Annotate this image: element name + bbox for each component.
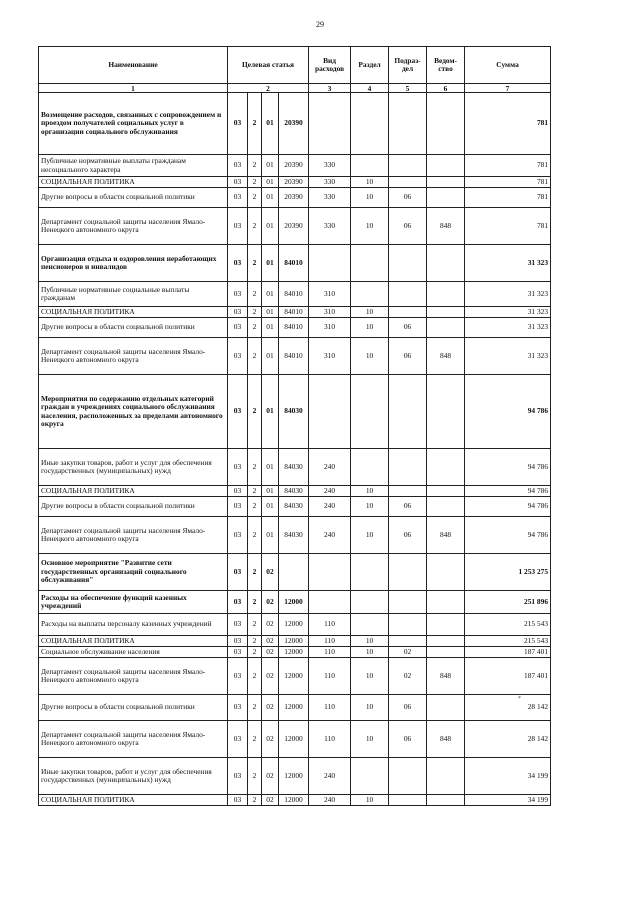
- cell-target-activity: 02: [262, 636, 279, 647]
- cell-row-name: Расходы на выплаты персоналу казенных учреждений: [39, 614, 228, 636]
- cell-subsection: [389, 307, 427, 318]
- cell-subsection: [389, 554, 427, 591]
- cell-target-subprogram: 2: [248, 155, 262, 177]
- cell-expense-type: [309, 554, 351, 591]
- cell-section: 10: [351, 486, 389, 497]
- cell-row-name: СОЦИАЛЬНАЯ ПОЛИТИКА: [39, 177, 228, 188]
- cell-department: [427, 245, 465, 282]
- cell-expense-type: 310: [309, 318, 351, 338]
- cell-subsection: 06: [389, 497, 427, 517]
- cell-target-program: 03: [228, 497, 248, 517]
- cell-target-activity: 01: [262, 155, 279, 177]
- cell-target-direction: 84030: [279, 497, 309, 517]
- table-row: [39, 795, 551, 806]
- cell-row-name: Публичные нормативные социальные выплаты гражданам: [39, 282, 228, 307]
- cell-expense-type: 330: [309, 177, 351, 188]
- cell-sum: 34 199: [465, 758, 551, 795]
- cell-section: [351, 155, 389, 177]
- header-name: Наименование: [39, 47, 228, 84]
- cell-target-direction: [279, 554, 309, 591]
- cell-target-activity: 01: [262, 497, 279, 517]
- table-row: [39, 282, 551, 307]
- cell-department: [427, 554, 465, 591]
- cell-target-program: 03: [228, 93, 248, 155]
- cell-target-program: 03: [228, 188, 248, 208]
- cell-target-subprogram: 2: [248, 188, 262, 208]
- cell-sum: 187 401: [465, 658, 551, 695]
- cell-target-activity: 02: [262, 591, 279, 614]
- cell-section: 10: [351, 318, 389, 338]
- cell-target-subprogram: 2: [248, 517, 262, 554]
- cell-section: [351, 554, 389, 591]
- table-row: [39, 375, 551, 449]
- table-row: [39, 188, 551, 208]
- table-row: [39, 647, 551, 658]
- cell-subsection: 06: [389, 338, 427, 375]
- cell-target-direction: 84010: [279, 338, 309, 375]
- column-number: 1: [39, 84, 228, 93]
- cell-expense-type: 330: [309, 155, 351, 177]
- cell-section: 10: [351, 307, 389, 318]
- cell-subsection: [389, 375, 427, 449]
- cell-row-name: СОЦИАЛЬНАЯ ПОЛИТИКА: [39, 486, 228, 497]
- cell-target-subprogram: 2: [248, 486, 262, 497]
- cell-target-subprogram: 2: [248, 636, 262, 647]
- table-row: [39, 658, 551, 695]
- cell-expense-type: [309, 245, 351, 282]
- cell-subsection: [389, 614, 427, 636]
- cell-target-program: 03: [228, 449, 248, 486]
- cell-target-subprogram: 2: [248, 375, 262, 449]
- cell-sum: 31 323: [465, 318, 551, 338]
- cell-sum: 31 323: [465, 282, 551, 307]
- cell-department: [427, 318, 465, 338]
- cell-target-program: 03: [228, 155, 248, 177]
- cell-target-program: 03: [228, 721, 248, 758]
- header-subsection: Подраз-дел: [389, 47, 427, 84]
- cell-row-name: Департамент социальной защиты населения Ямало-Ненецкого автономного округа: [39, 721, 228, 758]
- cell-section: 10: [351, 647, 389, 658]
- cell-target-subprogram: 2: [248, 658, 262, 695]
- table-row: [39, 758, 551, 795]
- cell-sum: 781: [465, 177, 551, 188]
- cell-department: [427, 636, 465, 647]
- cell-subsection: [389, 795, 427, 806]
- cell-target-direction: 12000: [279, 795, 309, 806]
- table-body: [39, 93, 551, 806]
- cell-target-subprogram: 2: [248, 758, 262, 795]
- cell-row-name: Иные закупки товаров, работ и услуг для обеспечения государственных (муниципальных) нужд: [39, 449, 228, 486]
- cell-target-program: 03: [228, 554, 248, 591]
- cell-department: [427, 497, 465, 517]
- cell-expense-type: 110: [309, 647, 351, 658]
- cell-target-direction: 12000: [279, 658, 309, 695]
- cell-target-direction: 84010: [279, 307, 309, 318]
- cell-subsection: 06: [389, 695, 427, 721]
- cell-expense-type: 110: [309, 658, 351, 695]
- cell-sum: 31 323: [465, 307, 551, 318]
- table-row: [39, 554, 551, 591]
- header-sum: Сумма: [465, 47, 551, 84]
- cell-row-name: Другие вопросы в области социальной политики: [39, 318, 228, 338]
- cell-target-program: 03: [228, 318, 248, 338]
- cell-target-program: 03: [228, 282, 248, 307]
- cell-sum: 1 253 275: [465, 554, 551, 591]
- cell-department: [427, 591, 465, 614]
- cell-target-subprogram: 2: [248, 591, 262, 614]
- cell-row-name: Департамент социальной защиты населения Ямало-Ненецкого автономного округа: [39, 658, 228, 695]
- cell-subsection: [389, 449, 427, 486]
- column-number: 4: [351, 84, 389, 93]
- cell-section: 10: [351, 695, 389, 721]
- cell-sum: 781: [465, 93, 551, 155]
- cell-target-direction: 20390: [279, 208, 309, 245]
- cell-section: [351, 282, 389, 307]
- cell-target-subprogram: 2: [248, 338, 262, 375]
- cell-target-direction: 20390: [279, 177, 309, 188]
- cell-target-subprogram: 2: [248, 721, 262, 758]
- cell-section: 10: [351, 517, 389, 554]
- table-row: [39, 721, 551, 758]
- cell-section: [351, 758, 389, 795]
- column-number: 7: [465, 84, 551, 93]
- cell-target-direction: 20390: [279, 93, 309, 155]
- cell-target-subprogram: 2: [248, 795, 262, 806]
- cell-row-name: СОЦИАЛЬНАЯ ПОЛИТИКА: [39, 636, 228, 647]
- cell-target-subprogram: 2: [248, 282, 262, 307]
- cell-expense-type: 110: [309, 721, 351, 758]
- cell-row-name: Организация отдыха и оздоровления неработающих пенсионеров и инвалидов: [39, 245, 228, 282]
- cell-target-subprogram: 2: [248, 554, 262, 591]
- cell-department: [427, 449, 465, 486]
- cell-department: [427, 695, 465, 721]
- cell-expense-type: 330: [309, 188, 351, 208]
- cell-subsection: [389, 758, 427, 795]
- cell-row-name: Мероприятия по содержанию отдельных категорий граждан в учреждениях социального обслуживания населения, расположенных за пределами автономного округа: [39, 375, 228, 449]
- cell-sum: 215 543: [465, 614, 551, 636]
- cell-expense-type: 310: [309, 282, 351, 307]
- cell-target-activity: 02: [262, 554, 279, 591]
- table-row: [39, 318, 551, 338]
- cell-target-program: 03: [228, 795, 248, 806]
- cell-section: 10: [351, 188, 389, 208]
- column-number: 6: [427, 84, 465, 93]
- cell-target-subprogram: 2: [248, 177, 262, 188]
- column-number: 5: [389, 84, 427, 93]
- cell-target-program: 03: [228, 647, 248, 658]
- cell-subsection: [389, 486, 427, 497]
- header-section: Раздел: [351, 47, 389, 84]
- cell-sum: 94 786: [465, 517, 551, 554]
- cell-department: [427, 486, 465, 497]
- cell-row-name: СОЦИАЛЬНАЯ ПОЛИТИКА: [39, 795, 228, 806]
- cell-section: 10: [351, 795, 389, 806]
- cell-target-subprogram: 2: [248, 245, 262, 282]
- cell-subsection: [389, 93, 427, 155]
- cell-target-direction: 12000: [279, 695, 309, 721]
- cell-target-program: 03: [228, 177, 248, 188]
- cell-section: [351, 375, 389, 449]
- cell-department: [427, 614, 465, 636]
- cell-target-direction: 84030: [279, 375, 309, 449]
- cell-sum: 187 401: [465, 647, 551, 658]
- cell-target-program: 03: [228, 695, 248, 721]
- cell-target-direction: 12000: [279, 721, 309, 758]
- table-row: [39, 177, 551, 188]
- cell-target-activity: 01: [262, 282, 279, 307]
- header-expense-type: Вид расходов: [309, 47, 351, 84]
- cell-sum: 215 543: [465, 636, 551, 647]
- cell-target-activity: 01: [262, 208, 279, 245]
- cell-subsection: [389, 245, 427, 282]
- table-row: [39, 449, 551, 486]
- cell-target-direction: 12000: [279, 647, 309, 658]
- scan-mark: *: [518, 696, 521, 702]
- cell-target-direction: 12000: [279, 614, 309, 636]
- table-row: [39, 307, 551, 318]
- cell-row-name: Возмещение расходов, связанных с сопровождением и проездом получателей социальных услуг в организации социального обслуживания: [39, 93, 228, 155]
- cell-department: [427, 93, 465, 155]
- cell-row-name: Другие вопросы в области социальной политики: [39, 497, 228, 517]
- cell-sum: 94 786: [465, 375, 551, 449]
- cell-target-program: 03: [228, 307, 248, 318]
- table-row: [39, 695, 551, 721]
- cell-target-activity: 01: [262, 307, 279, 318]
- cell-sum: 781: [465, 188, 551, 208]
- cell-row-name: Социальное обслуживание населения: [39, 647, 228, 658]
- cell-target-subprogram: 2: [248, 614, 262, 636]
- cell-row-name: Департамент социальной защиты населения Ямало-Ненецкого автономного округа: [39, 517, 228, 554]
- header-department: Ведом-ство: [427, 47, 465, 84]
- column-number-row: [39, 84, 551, 93]
- cell-target-activity: 01: [262, 93, 279, 155]
- cell-sum: 28 142: [465, 695, 551, 721]
- cell-department: [427, 375, 465, 449]
- cell-target-activity: 01: [262, 245, 279, 282]
- cell-sum: 34 199: [465, 795, 551, 806]
- cell-department: [427, 155, 465, 177]
- cell-row-name: Публичные нормативные выплаты гражданам несоциального характера: [39, 155, 228, 177]
- cell-target-direction: 84010: [279, 318, 309, 338]
- cell-subsection: 06: [389, 517, 427, 554]
- cell-subsection: [389, 177, 427, 188]
- cell-row-name: Другие вопросы в области социальной политики: [39, 188, 228, 208]
- cell-target-activity: 01: [262, 188, 279, 208]
- cell-section: 10: [351, 208, 389, 245]
- cell-target-activity: 02: [262, 695, 279, 721]
- table-row: [39, 155, 551, 177]
- cell-target-program: 03: [228, 375, 248, 449]
- cell-target-program: 03: [228, 208, 248, 245]
- cell-department: 848: [427, 208, 465, 245]
- cell-sum: 28 142: [465, 721, 551, 758]
- cell-target-activity: 02: [262, 647, 279, 658]
- cell-target-subprogram: 2: [248, 208, 262, 245]
- cell-target-subprogram: 2: [248, 93, 262, 155]
- cell-target-direction: 84030: [279, 486, 309, 497]
- cell-target-program: 03: [228, 614, 248, 636]
- cell-section: 10: [351, 636, 389, 647]
- cell-target-activity: 02: [262, 758, 279, 795]
- cell-target-program: 03: [228, 245, 248, 282]
- cell-target-direction: 12000: [279, 591, 309, 614]
- cell-row-name: СОЦИАЛЬНАЯ ПОЛИТИКА: [39, 307, 228, 318]
- cell-expense-type: 310: [309, 338, 351, 375]
- cell-target-program: 03: [228, 338, 248, 375]
- cell-sum: 94 786: [465, 497, 551, 517]
- cell-expense-type: 240: [309, 497, 351, 517]
- table-row: [39, 93, 551, 155]
- cell-department: [427, 795, 465, 806]
- cell-subsection: [389, 591, 427, 614]
- cell-sum: 781: [465, 155, 551, 177]
- column-number: 2: [228, 84, 309, 93]
- cell-target-program: 03: [228, 658, 248, 695]
- column-number: 3: [309, 84, 351, 93]
- cell-target-subprogram: 2: [248, 318, 262, 338]
- cell-target-program: 03: [228, 486, 248, 497]
- cell-subsection: 02: [389, 658, 427, 695]
- cell-department: 848: [427, 658, 465, 695]
- cell-target-direction: 84030: [279, 449, 309, 486]
- cell-department: [427, 758, 465, 795]
- cell-section: 10: [351, 177, 389, 188]
- header-row: [39, 47, 551, 84]
- cell-target-direction: 20390: [279, 188, 309, 208]
- cell-target-direction: 20390: [279, 155, 309, 177]
- cell-row-name: Другие вопросы в области социальной политики: [39, 695, 228, 721]
- cell-target-direction: 12000: [279, 758, 309, 795]
- cell-sum: 31 323: [465, 338, 551, 375]
- cell-target-subprogram: 2: [248, 449, 262, 486]
- cell-subsection: 06: [389, 318, 427, 338]
- cell-target-direction: 84010: [279, 245, 309, 282]
- table-row: [39, 636, 551, 647]
- cell-target-activity: 01: [262, 486, 279, 497]
- cell-section: 10: [351, 338, 389, 375]
- table-row: [39, 517, 551, 554]
- cell-target-program: 03: [228, 636, 248, 647]
- cell-section: 10: [351, 721, 389, 758]
- cell-target-activity: 01: [262, 375, 279, 449]
- cell-section: 10: [351, 658, 389, 695]
- cell-sum: 94 786: [465, 449, 551, 486]
- cell-target-activity: 01: [262, 517, 279, 554]
- cell-target-activity: 02: [262, 658, 279, 695]
- cell-expense-type: 240: [309, 758, 351, 795]
- cell-expense-type: 110: [309, 636, 351, 647]
- cell-expense-type: 310: [309, 307, 351, 318]
- cell-department: 848: [427, 517, 465, 554]
- cell-sum: 94 786: [465, 486, 551, 497]
- cell-expense-type: [309, 375, 351, 449]
- cell-expense-type: 110: [309, 695, 351, 721]
- cell-sum: 251 896: [465, 591, 551, 614]
- cell-section: [351, 591, 389, 614]
- cell-target-activity: 02: [262, 614, 279, 636]
- cell-section: 10: [351, 497, 389, 517]
- cell-row-name: Основное мероприятие "Развитие сети государственных организаций социального обслуживания": [39, 554, 228, 591]
- cell-target-activity: 01: [262, 449, 279, 486]
- cell-target-activity: 02: [262, 721, 279, 758]
- cell-section: [351, 93, 389, 155]
- table-row: [39, 338, 551, 375]
- cell-expense-type: [309, 93, 351, 155]
- cell-department: 848: [427, 338, 465, 375]
- cell-row-name: Департамент социальной защиты населения Ямало-Ненецкого автономного округа: [39, 338, 228, 375]
- cell-expense-type: 240: [309, 486, 351, 497]
- cell-subsection: [389, 282, 427, 307]
- cell-section: [351, 614, 389, 636]
- cell-target-activity: 01: [262, 177, 279, 188]
- cell-subsection: 06: [389, 721, 427, 758]
- cell-department: 848: [427, 721, 465, 758]
- cell-expense-type: 110: [309, 614, 351, 636]
- cell-department: [427, 282, 465, 307]
- table-row: [39, 614, 551, 636]
- cell-target-activity: 01: [262, 318, 279, 338]
- cell-target-subprogram: 2: [248, 647, 262, 658]
- cell-section: [351, 449, 389, 486]
- cell-target-direction: 84010: [279, 282, 309, 307]
- cell-target-program: 03: [228, 758, 248, 795]
- cell-target-subprogram: 2: [248, 497, 262, 517]
- cell-target-direction: 84030: [279, 517, 309, 554]
- cell-target-program: 03: [228, 517, 248, 554]
- cell-expense-type: 240: [309, 795, 351, 806]
- cell-sum: 781: [465, 208, 551, 245]
- table-row: [39, 486, 551, 497]
- cell-target-direction: 12000: [279, 636, 309, 647]
- cell-department: [427, 647, 465, 658]
- cell-expense-type: [309, 591, 351, 614]
- page-number: 29: [316, 20, 324, 29]
- cell-row-name: Иные закупки товаров, работ и услуг для обеспечения государственных (муниципальных) нужд: [39, 758, 228, 795]
- cell-row-name: Департамент социальной защиты населения Ямало-Ненецкого автономного округа: [39, 208, 228, 245]
- cell-subsection: 06: [389, 188, 427, 208]
- cell-target-subprogram: 2: [248, 695, 262, 721]
- cell-subsection: 02: [389, 647, 427, 658]
- cell-expense-type: 240: [309, 449, 351, 486]
- cell-target-activity: 02: [262, 795, 279, 806]
- table-row: [39, 208, 551, 245]
- budget-table: [38, 46, 551, 806]
- cell-department: [427, 177, 465, 188]
- cell-section: [351, 245, 389, 282]
- cell-subsection: [389, 636, 427, 647]
- table-row: [39, 497, 551, 517]
- cell-department: [427, 307, 465, 318]
- table-row: [39, 591, 551, 614]
- cell-target-program: 03: [228, 591, 248, 614]
- cell-target-subprogram: 2: [248, 307, 262, 318]
- cell-target-activity: 01: [262, 338, 279, 375]
- table-row: [39, 245, 551, 282]
- cell-expense-type: 240: [309, 517, 351, 554]
- cell-department: [427, 188, 465, 208]
- cell-subsection: [389, 155, 427, 177]
- cell-expense-type: 330: [309, 208, 351, 245]
- header-target: Целевая статья: [228, 47, 309, 84]
- cell-subsection: 06: [389, 208, 427, 245]
- cell-row-name: Расходы на обеспечение функций казенных учреждений: [39, 591, 228, 614]
- cell-sum: 31 323: [465, 245, 551, 282]
